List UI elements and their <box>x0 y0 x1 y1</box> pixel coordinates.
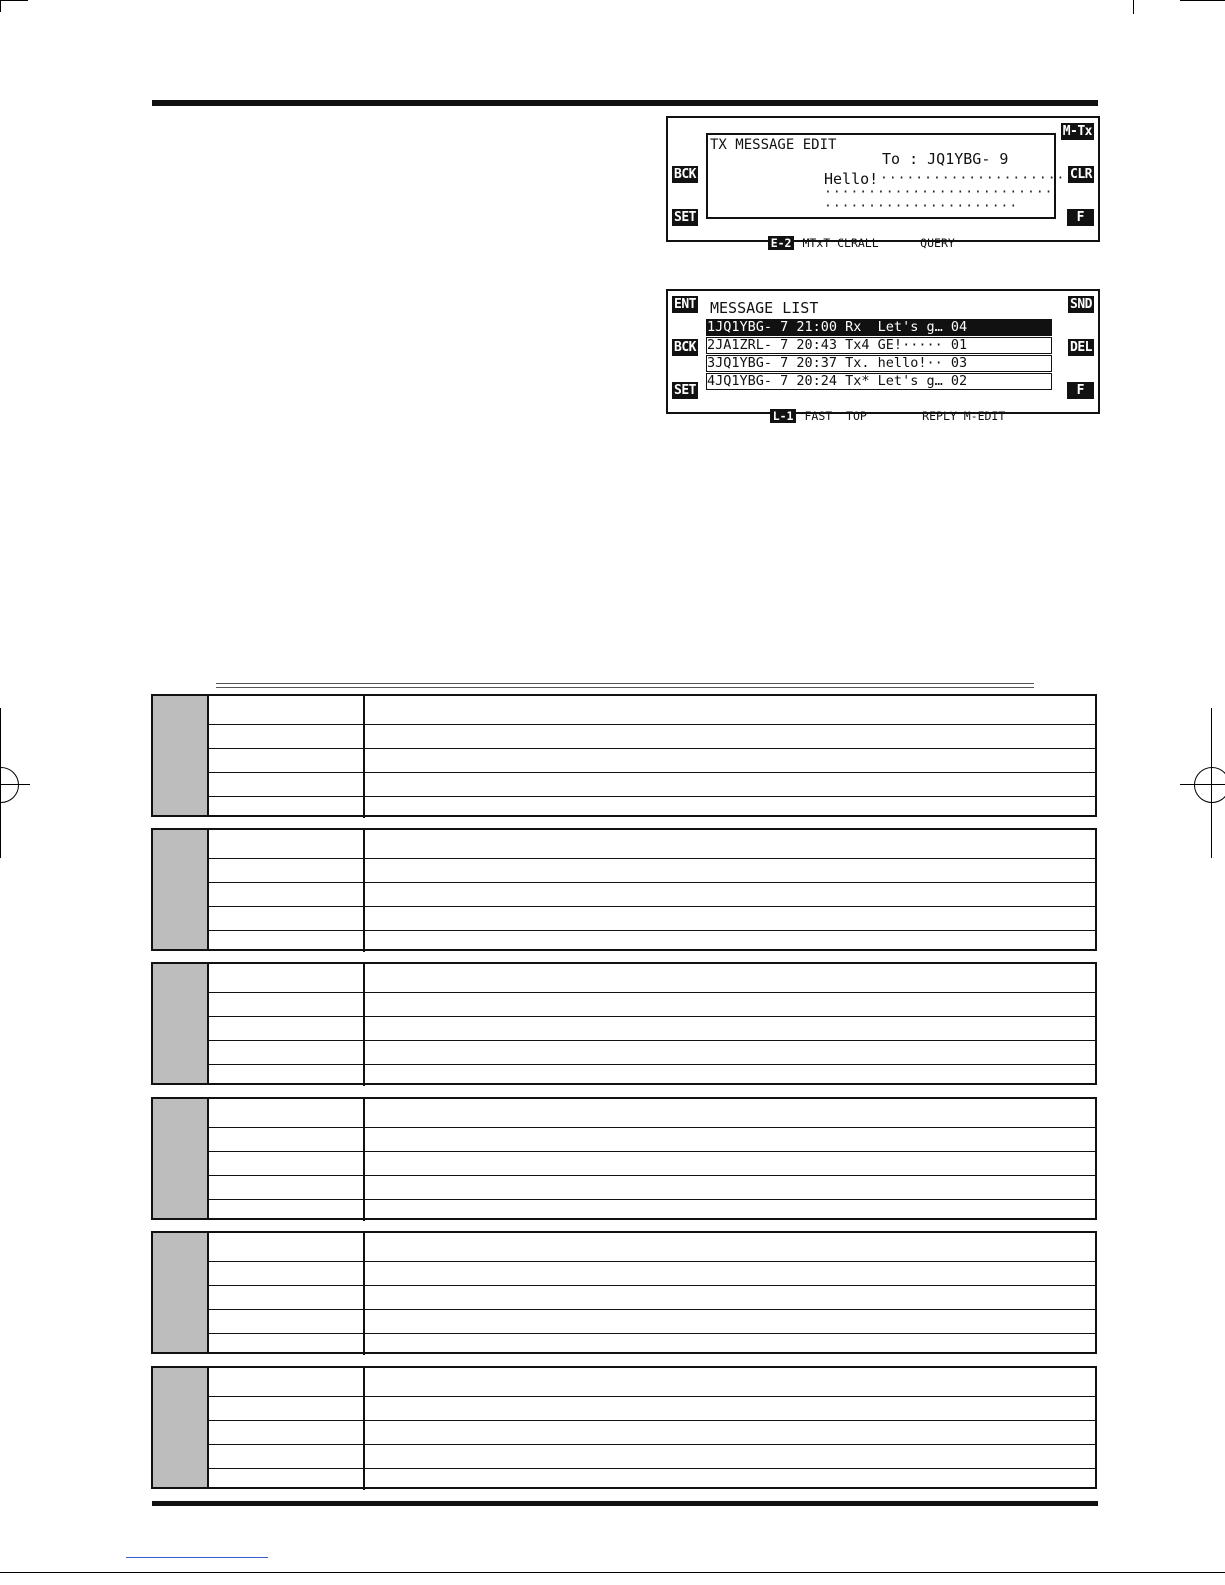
table-row <box>209 1041 1095 1065</box>
table-row <box>209 1099 1095 1128</box>
table-column-divider <box>363 1176 365 1199</box>
footer-link-line <box>126 1557 268 1558</box>
table-group-header-cell <box>153 964 209 1083</box>
table-row <box>209 907 1095 931</box>
table-column-divider <box>363 1152 365 1175</box>
table-column-divider <box>363 725 365 748</box>
table-column-divider <box>363 1017 365 1040</box>
table-column-divider <box>363 1286 365 1309</box>
message-edit-frame <box>706 133 1066 219</box>
table-column-divider <box>363 773 365 796</box>
lcd-screen-message-list <box>666 289 1100 423</box>
table-column-divider <box>363 907 365 930</box>
header-rule <box>152 100 1098 106</box>
table-column-divider <box>363 931 365 952</box>
softkey-f[interactable]: F <box>1067 209 1094 226</box>
table-row <box>209 830 1095 859</box>
message-text[interactable]: Hello! <box>824 170 879 188</box>
table-row <box>209 1397 1095 1421</box>
softkey-bck[interactable]: BCK <box>674 340 696 355</box>
table-column-divider <box>363 1421 365 1444</box>
table-column-divider <box>363 1469 365 1490</box>
table-row <box>209 1152 1095 1176</box>
softkey-clr[interactable]: CLR <box>1070 167 1092 182</box>
table-row <box>209 725 1095 749</box>
table-group <box>151 1097 1097 1220</box>
softkey-set[interactable]: SET <box>674 383 696 398</box>
table-column-divider <box>363 830 365 858</box>
table-row <box>209 1421 1095 1445</box>
table-row <box>209 1469 1095 1490</box>
table-row <box>209 797 1095 818</box>
message-list-row[interactable]: 4JQ1YBG- 7 20:24 Tx* Let's g… 02 <box>706 373 1052 390</box>
footer-rule <box>152 1501 1098 1506</box>
table-group <box>151 1366 1097 1489</box>
table-row <box>209 993 1095 1017</box>
table-row <box>209 1065 1095 1086</box>
table-row <box>209 1176 1095 1200</box>
function-page-tag: E-2 <box>768 236 795 250</box>
function-bar <box>740 224 955 263</box>
table-group-header-cell <box>153 830 209 949</box>
table-column-divider <box>363 993 365 1016</box>
table-column-divider <box>363 696 365 724</box>
table-row <box>209 883 1095 907</box>
crop-mark <box>0 0 28 1</box>
softkey-f[interactable]: F <box>1067 382 1094 399</box>
table-column-divider <box>363 1128 365 1151</box>
message-list-row[interactable]: 1JQ1YBG- 7 21:00 Rx Let's g… 04 <box>706 319 1052 336</box>
softkey-bck[interactable]: BCK <box>674 167 696 182</box>
table-row <box>209 1334 1095 1355</box>
table-column-divider <box>363 1099 365 1127</box>
table-row <box>209 931 1095 952</box>
table-column-divider <box>363 1310 365 1333</box>
table-column-divider <box>363 1262 365 1285</box>
table-column-divider <box>363 1065 365 1086</box>
table-header-rule <box>216 687 1034 688</box>
function-page-tag: L-1 <box>770 409 797 423</box>
table-column-divider <box>363 1041 365 1064</box>
table-group <box>151 828 1097 951</box>
table-row <box>209 773 1095 797</box>
function-items[interactable]: MTxT CLRALL QUERY <box>802 236 955 250</box>
softkey-snd[interactable]: SND <box>1070 297 1092 312</box>
table-column-divider <box>363 1233 365 1261</box>
table-header-rule <box>216 683 1034 684</box>
table-group-header-cell <box>153 1233 209 1352</box>
softkey-ent[interactable]: ENT <box>674 297 696 312</box>
table-row <box>209 749 1095 773</box>
table-column-divider <box>363 883 365 906</box>
table-group-header-cell <box>153 696 209 815</box>
message-dots: ·························· <box>824 185 1054 200</box>
table-row <box>209 1310 1095 1334</box>
lcd-screen-tx-message-edit <box>666 116 1100 250</box>
function-bar <box>742 397 1005 436</box>
table-row <box>209 1445 1095 1469</box>
table-row <box>209 1128 1095 1152</box>
table-column-divider <box>363 1445 365 1468</box>
table-row <box>209 1200 1095 1221</box>
table-column-divider <box>363 1368 365 1396</box>
table-column-divider <box>363 1200 365 1221</box>
registration-mark-icon <box>0 767 19 803</box>
message-list-row[interactable]: 2JA1ZRL- 7 20:43 Tx4 GE!····· 01 <box>706 337 1052 354</box>
screen-title: MESSAGE LIST <box>710 299 819 317</box>
table-column-divider <box>363 749 365 772</box>
message-dots: ····················· <box>880 171 1066 186</box>
table-row <box>209 1262 1095 1286</box>
table-column-divider <box>363 1397 365 1420</box>
table-column-divider <box>363 1334 365 1355</box>
table-column-divider <box>363 964 365 992</box>
table-column-divider <box>363 859 365 882</box>
table-row <box>209 1368 1095 1397</box>
softkey-del[interactable]: DEL <box>1070 340 1092 355</box>
table-group <box>151 1231 1097 1354</box>
table-column-divider <box>363 797 365 818</box>
table-row <box>209 859 1095 883</box>
function-items[interactable]: FAST TOP REPLY M-EDIT <box>804 409 1006 423</box>
table-group <box>151 962 1097 1085</box>
table-row <box>209 696 1095 725</box>
message-dots: ······················ <box>824 199 1019 214</box>
table-row <box>209 1233 1095 1262</box>
softkey-set[interactable]: SET <box>674 210 696 225</box>
table-group <box>151 694 1097 817</box>
registration-mark-icon <box>1194 767 1225 803</box>
recipient-line: To : JQ1YBG- 9 <box>882 150 1009 168</box>
table-row <box>209 1017 1095 1041</box>
crop-mark <box>0 0 1 12</box>
message-list-row[interactable]: 3JQ1YBG- 7 20:37 Tx. hello!·· 03 <box>706 355 1052 372</box>
crop-mark <box>1133 0 1134 14</box>
table-row <box>209 964 1095 993</box>
softkey-m-tx[interactable]: M-Tx <box>1062 124 1092 139</box>
crop-mark <box>1180 0 1225 1</box>
table-row <box>209 1286 1095 1310</box>
crop-mark <box>0 1572 1225 1573</box>
screen-title: TX MESSAGE EDIT <box>710 137 837 153</box>
table-group-header-cell <box>153 1368 209 1487</box>
table-group-header-cell <box>153 1099 209 1218</box>
